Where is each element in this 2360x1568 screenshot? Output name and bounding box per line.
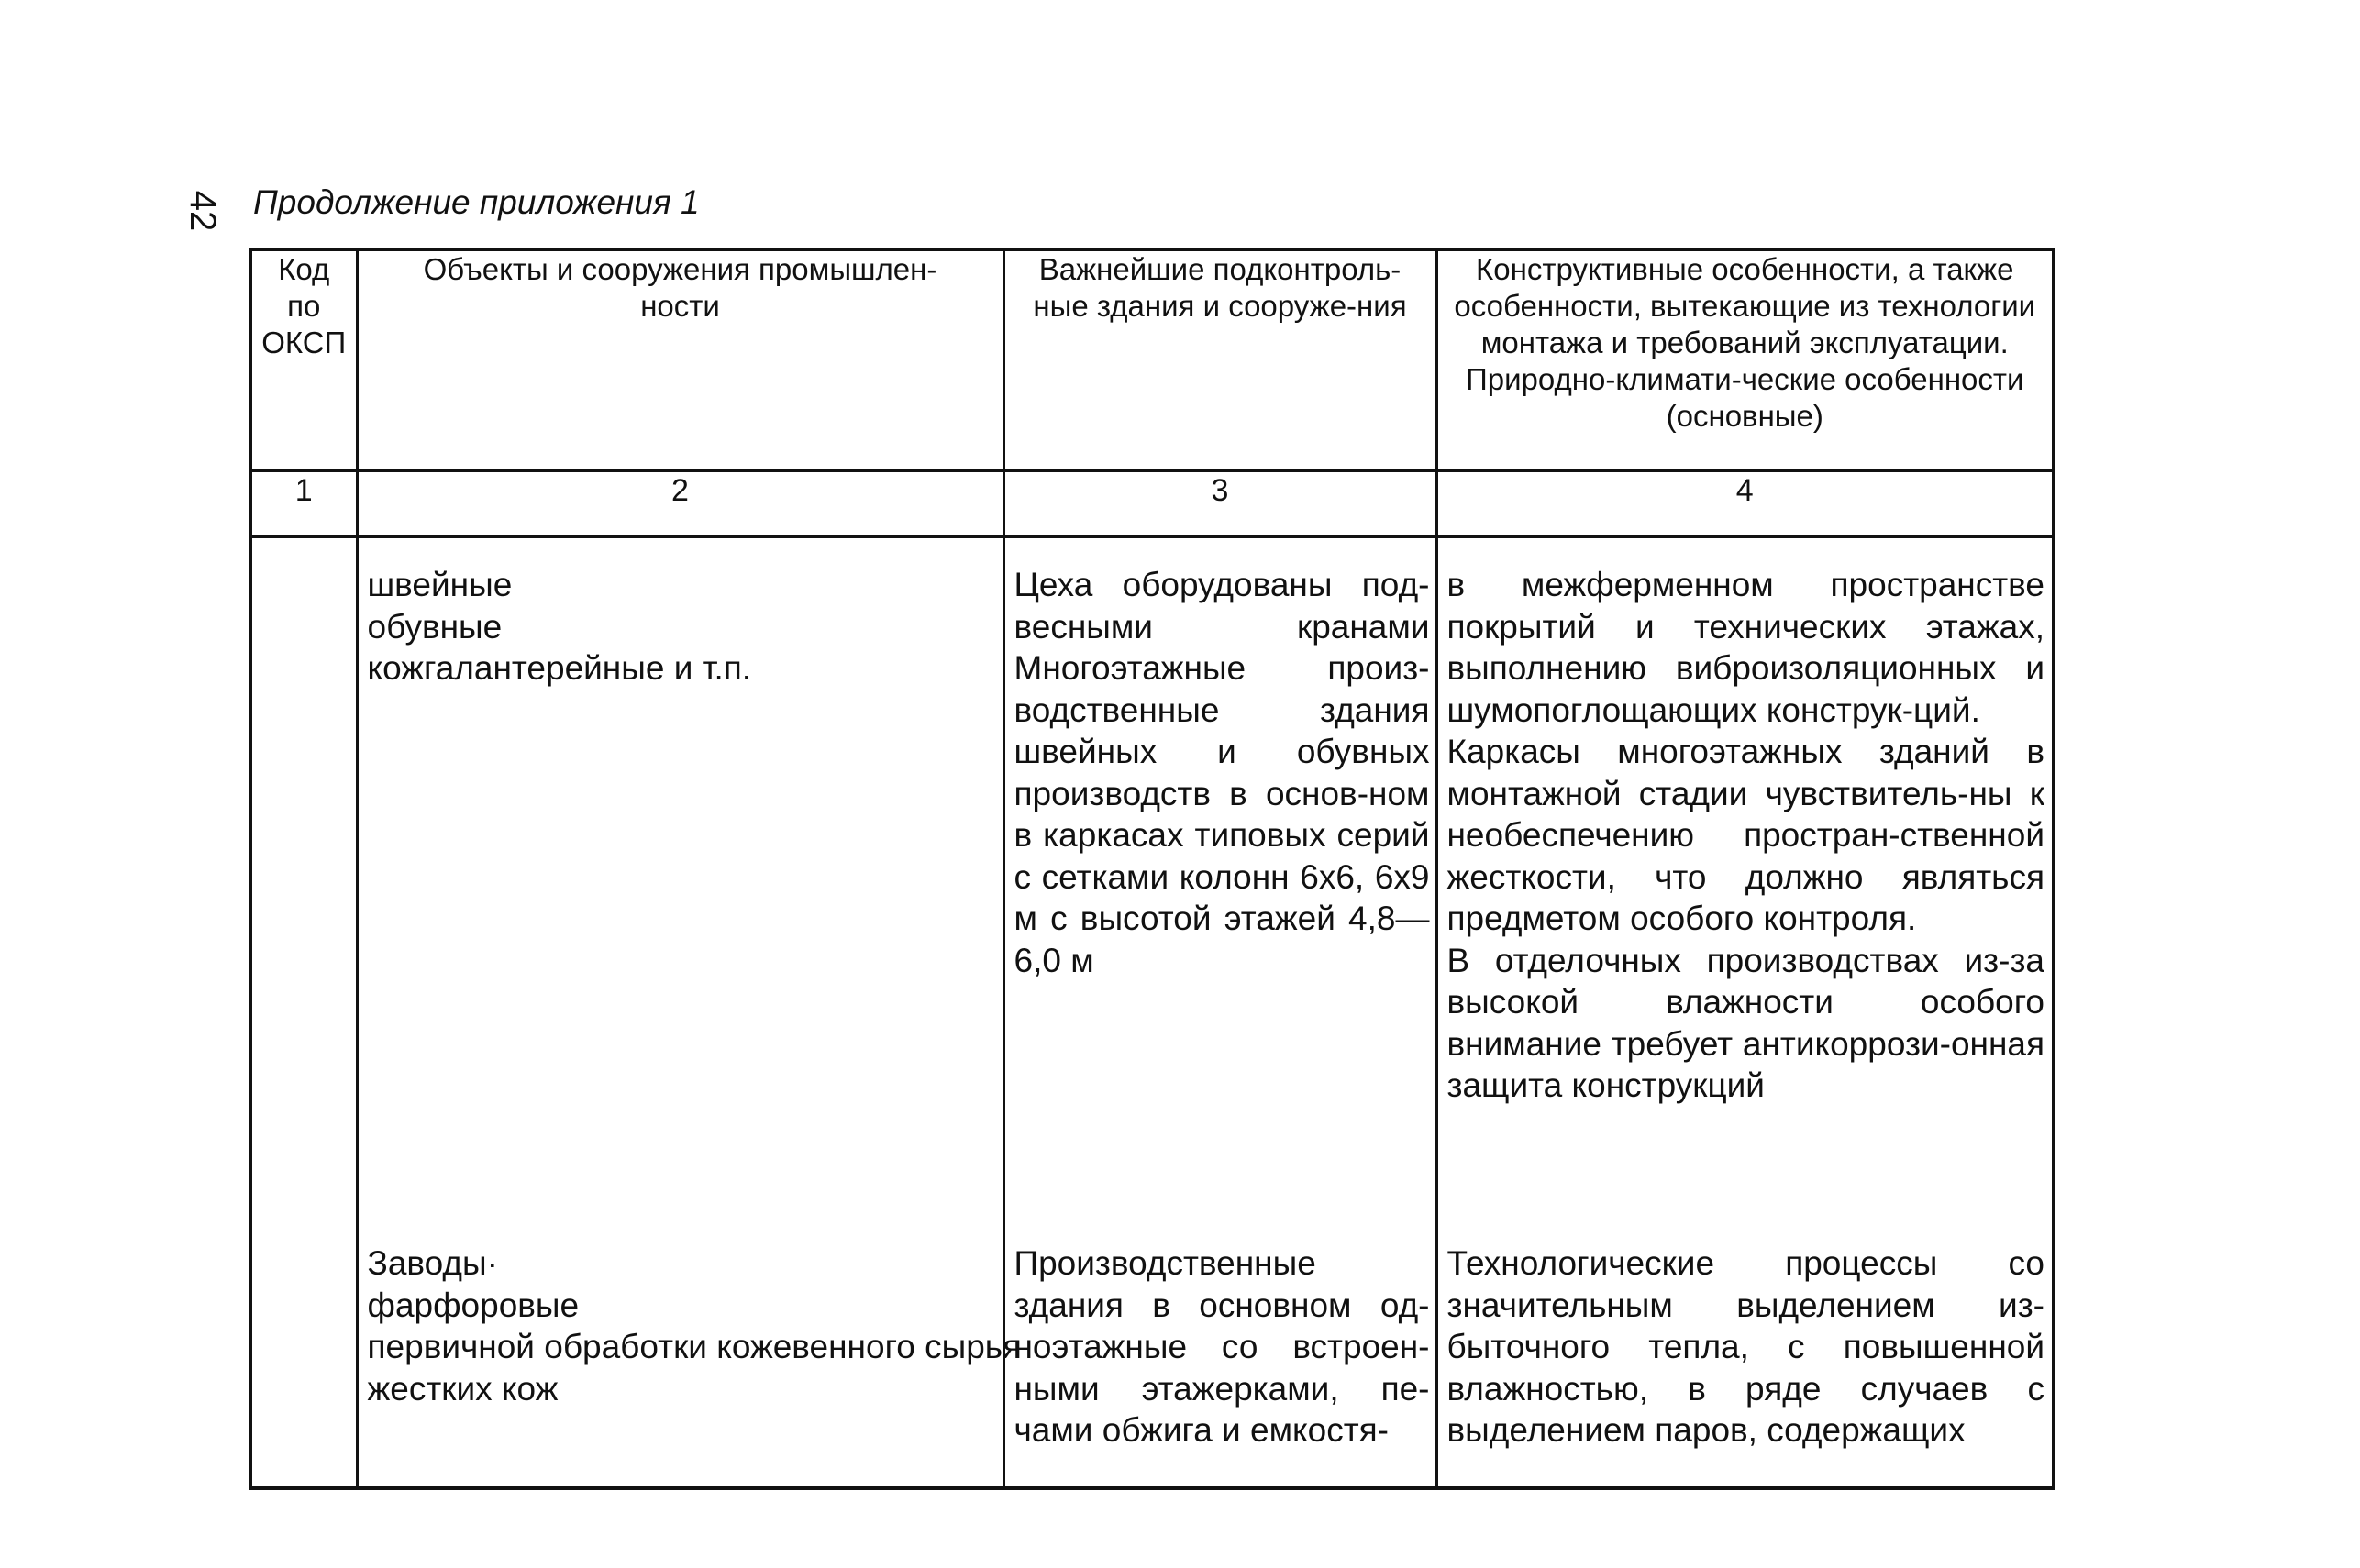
object-item: Заводы· (367, 1244, 498, 1282)
column-number-row (250, 471, 2054, 537)
page-number: 42 (183, 190, 223, 232)
header-features: Конструктивные особенности, а также особенности, вытекающие из технологии монтажа и требований эксплуатации. Природно-климати-ческие особенности (основные) (1436, 249, 2054, 471)
object-item: швейные (367, 566, 513, 603)
buildings-text: Производственные здания в основном од-ноэтажные со встроен-ными этажерками, пе-чами обжига и емкостя- (1014, 1244, 1430, 1449)
table-row (250, 536, 2054, 1242)
features-cell (1436, 1242, 2054, 1488)
column-number: 4 (1436, 471, 2054, 537)
objects-cell (357, 536, 1003, 1242)
column-number: 1 (250, 471, 357, 537)
object-item: первичной обработки кожевенного сырья (367, 1328, 1022, 1365)
buildings-cell (1003, 536, 1436, 1242)
object-item: кожгалантерейные и т.п. (367, 649, 752, 687)
objects-cell (357, 1242, 1022, 1488)
features-paragraph: Каркасы многоэтажных зданий в монтажной стадии чувствитель-ны к необеспечению простран-ственной жесткости, что должно являться предметом особого контроля. (1446, 733, 2044, 937)
features-paragraph: В отделочных производствах из-за высокой влажности особого внимание требует антикоррози-онная защита конструкций (1446, 941, 2044, 1104)
features-paragraph: Технологические процессы со значительным выделением из-быточного тепла, с повышенной влажностью, в ряде случаев с выделением паров, содержащих (1446, 1244, 2044, 1449)
code-cell (250, 536, 357, 1242)
header-objects: Объекты и сооружения промышлен-ности (357, 249, 1003, 471)
header-row (250, 249, 2054, 471)
column-number: 3 (1003, 471, 1436, 537)
object-item: фарфоровые (367, 1286, 580, 1324)
table-row (250, 1242, 2054, 1488)
appendix-table (249, 248, 2055, 1490)
header-buildings: Важнейшие подконтроль-ные здания и сооруже-ния (1003, 249, 1436, 471)
code-cell (250, 1242, 357, 1488)
features-paragraph: в межферменном пространстве покрытий и технических этажах, выполнению виброизоляционных и шумопоглощающих конструк-ций. (1446, 566, 2044, 729)
header-code: Код по ОКСП (250, 249, 357, 471)
object-item: обувные (367, 607, 503, 646)
buildings-text: Цеха оборудованы под-весными кранами Многоэтажные произ-водственные здания швейных и обувных производств в основ-ном в каркасах типовых серий с сетками колонн 6х6, 6х9 м с высотой этажей 4,8—6,0 м (1014, 566, 1430, 979)
continuation-title: Продолжение приложения 1 (253, 183, 700, 221)
features-cell (1436, 536, 2054, 1242)
object-item: жестких кож (367, 1369, 559, 1408)
buildings-cell (1003, 1242, 1436, 1488)
column-number: 2 (357, 471, 1003, 537)
